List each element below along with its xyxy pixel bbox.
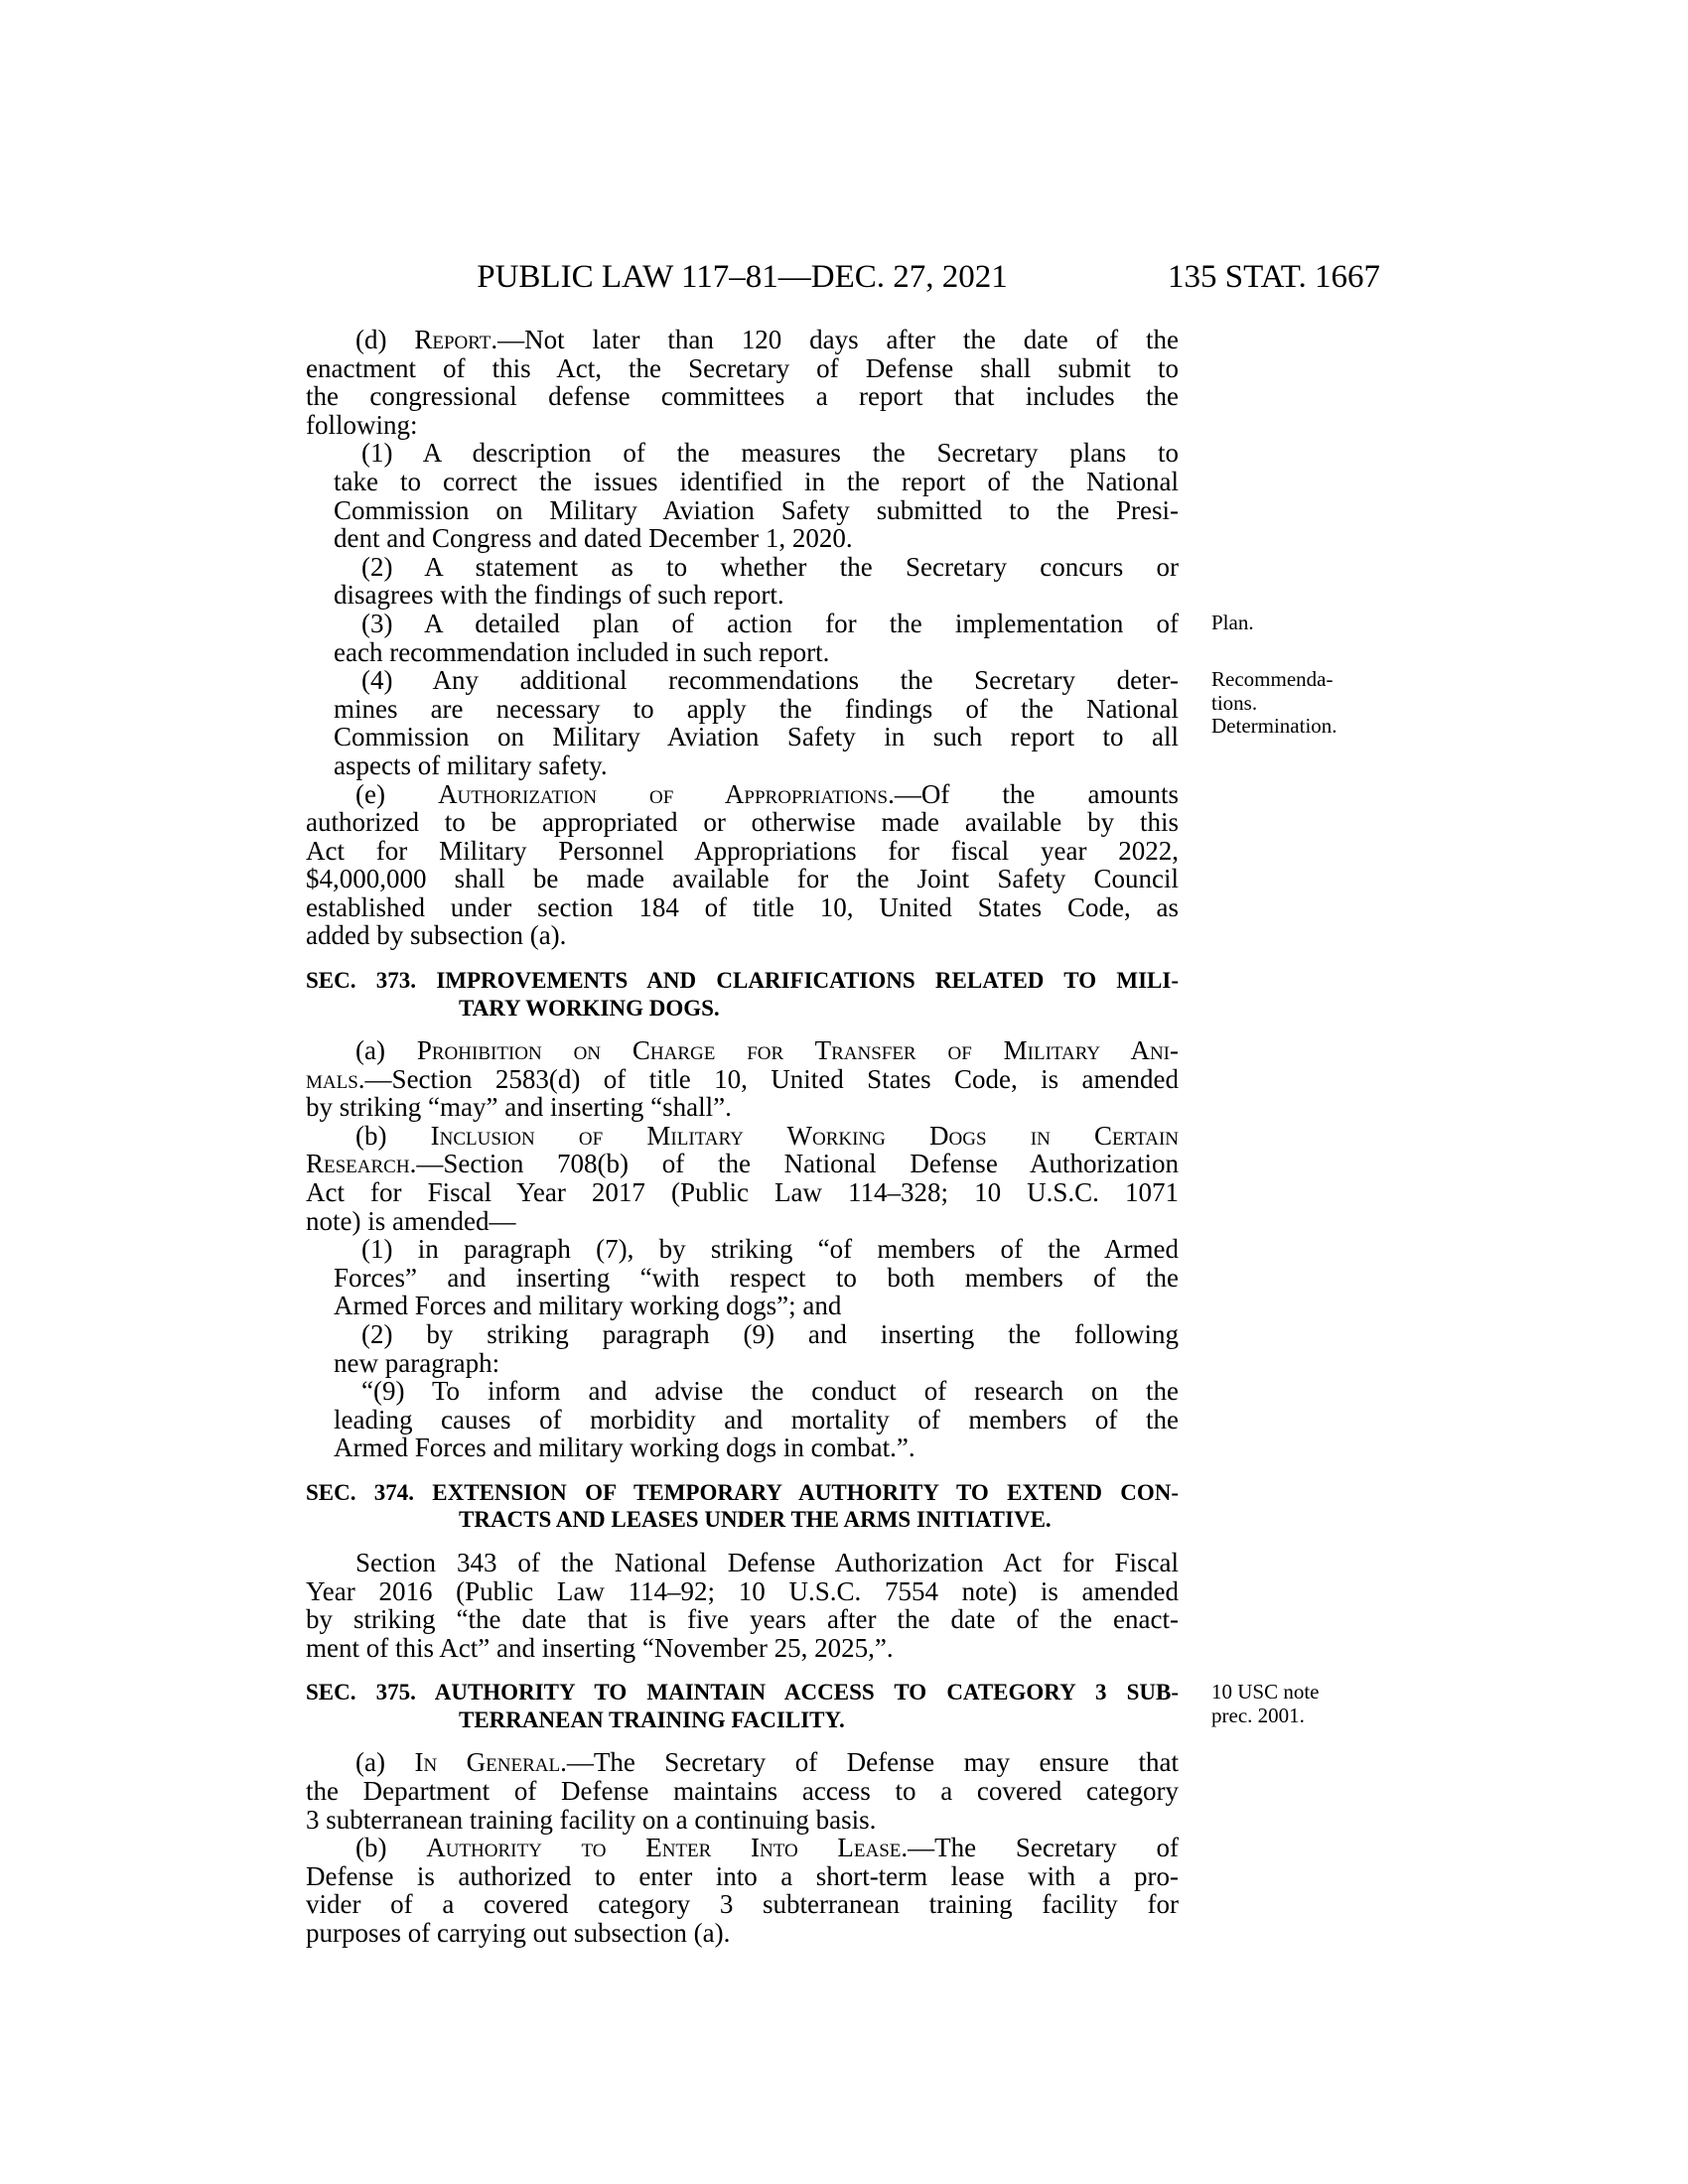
text-run: TARY WORKING DOGS. <box>459 995 720 1021</box>
text-line <box>306 354 1179 383</box>
text-line <box>334 666 1179 695</box>
text-run: added by subsection (a). <box>306 920 567 951</box>
text-line <box>306 382 1179 411</box>
text-line <box>306 1862 1179 1891</box>
text-line <box>334 1292 1179 1320</box>
text-line <box>306 1605 1179 1634</box>
para-373-b-1 <box>334 1235 1179 1320</box>
para-373-b-2 <box>334 1320 1179 1377</box>
text-line <box>334 1433 1179 1462</box>
text-run: .—Of the amounts <box>888 778 1179 809</box>
text-run: each recommendation included in such report. <box>334 636 830 667</box>
running-head: PUBLIC LAW 117–81—DEC. 27, 2021 <box>477 259 1008 295</box>
text-run: purposes of carrying out subsection (a). <box>306 1917 731 1948</box>
text-run: (b) <box>355 1120 431 1151</box>
para-375-b <box>306 1834 1179 1947</box>
text-line <box>306 967 1179 995</box>
text-run: Commission on Military Aviation Safety submitted to the Presi- <box>334 494 1179 525</box>
text-line <box>306 1634 1179 1663</box>
text-run: Commission on Military Aviation Safety in such report to all <box>334 722 1179 752</box>
text-run: Defense is authorized to enter into a short-term lease with a pro- <box>306 1860 1179 1891</box>
margin-note-line: tions. <box>1211 690 1258 715</box>
text-line <box>334 1264 1179 1293</box>
small-caps-run: Research <box>306 1149 410 1179</box>
text-line <box>334 751 1179 780</box>
small-caps-run: Inclusion of Military Working Dogs in Certain <box>430 1120 1179 1151</box>
margin-note <box>1211 612 1396 635</box>
text-line <box>306 1706 1179 1734</box>
text-line <box>306 1036 1179 1065</box>
text-run: TRACTS AND LEASES UNDER THE ARMS INITIATIVE. <box>459 1507 1052 1533</box>
stat-page-number: 135 STAT. 1667 <box>1167 259 1380 295</box>
text-run: SEC. 374. EXTENSION OF TEMPORARY AUTHORITY TO EXTEND CON- <box>306 1479 1179 1505</box>
text-line <box>306 326 1179 354</box>
text-run: (a) <box>355 1035 417 1066</box>
text-line <box>306 1178 1179 1207</box>
text-line <box>334 723 1179 751</box>
text-line <box>306 1150 1179 1178</box>
text-run: take to correct the issues identified in the report of the National <box>334 466 1179 496</box>
text-line <box>306 808 1179 837</box>
margin-note-line: prec. 2001. <box>1211 1703 1305 1727</box>
small-caps-run: In General <box>414 1747 561 1778</box>
para-373-b-9-quoted <box>334 1377 1179 1462</box>
para-d-2 <box>334 553 1179 610</box>
small-caps-run: Report <box>414 325 492 354</box>
text-line <box>306 1777 1179 1806</box>
text-run: (2) A statement as to whether the Secretary concurs or <box>361 551 1179 582</box>
text-run: Section 343 of the National Defense Authorization Act for Fiscal <box>355 1547 1179 1577</box>
margin-note-line: Plan. <box>1211 610 1254 634</box>
text-line <box>306 1748 1179 1777</box>
small-caps-run: Prohibition on Charge for Transfer of Military Ani- <box>416 1035 1180 1066</box>
text-line <box>306 1806 1179 1835</box>
text-line <box>334 439 1179 468</box>
text-line <box>334 581 1179 610</box>
text-run: the congressional defense committees a report that includes the <box>306 381 1179 412</box>
sec-373-heading <box>306 967 1179 1022</box>
text-run: Armed Forces and military working dogs”; and <box>334 1291 842 1321</box>
text-run: SEC. 373. IMPROVEMENTS AND CLARIFICATIONS RELATED TO MILI- <box>306 968 1179 994</box>
text-run: (4) Any additional recommendations the Secretary deter- <box>361 665 1179 696</box>
text-run: dent and Congress and dated December 1, 2020. <box>334 523 853 554</box>
text-line <box>306 1065 1179 1094</box>
text-line <box>306 921 1179 950</box>
para-d-3 <box>334 608 1254 667</box>
text-run: .—Section 2583(d) of title 10, United States Code, is amended <box>357 1063 1179 1094</box>
text-line <box>306 1549 1179 1577</box>
text-run: (2) by striking paragraph (9) and inserting the following <box>361 1319 1179 1349</box>
text-run: TERRANEAN TRAINING FACILITY. <box>459 1706 845 1732</box>
text-run: (d) <box>355 325 415 354</box>
margin-note-line: 10 USC note <box>1211 1680 1320 1705</box>
text-run: note) is amended— <box>306 1205 516 1236</box>
text-line <box>306 1479 1179 1507</box>
margin-note <box>1211 1681 1396 1727</box>
text-line <box>334 1406 1179 1434</box>
small-caps-run: Authority to Enter Into Lease <box>426 1833 902 1863</box>
text-run: ment of this Act” and inserting “November 25, 2025,”. <box>306 1632 894 1663</box>
text-run: .—The Secretary of Defense may ensure that <box>560 1747 1179 1778</box>
text-run: disagrees with the findings of such report. <box>334 580 784 611</box>
margin-note-line: Recommenda- <box>1211 667 1334 692</box>
text-run: .—Section 708(b) of the National Defense Authorization <box>409 1149 1179 1179</box>
text-run: Year 2016 (Public Law 114–92; 10 U.S.C. 7554 note) is amended <box>306 1575 1179 1606</box>
text-run: (1) in paragraph (7), by striking “of members of the Armed <box>361 1234 1179 1265</box>
text-run: new paragraph: <box>334 1347 500 1378</box>
text-line <box>334 610 1179 638</box>
text-line <box>306 995 1179 1023</box>
text-run: “(9) To inform and advise the conduct of research on the <box>361 1376 1179 1407</box>
text-line <box>306 411 1179 440</box>
text-line <box>334 1349 1179 1378</box>
text-run: Act for Fiscal Year 2017 (Public Law 114–328; 10 U.S.C. 1071 <box>306 1177 1179 1208</box>
text-line <box>306 1207 1179 1236</box>
text-run: the Department of Defense maintains access to a covered category <box>306 1775 1179 1806</box>
text-run: established under section 184 of title 10, United States Code, as <box>306 891 1179 922</box>
text-line <box>334 1320 1179 1349</box>
text-line <box>306 1834 1179 1862</box>
text-run: Act for Military Personnel Appropriations for fiscal year 2022, <box>306 835 1179 866</box>
text-run: (3) A detailed plan of action for the implementation of <box>361 608 1179 638</box>
text-run: authorized to be appropriated or otherwise made available by this <box>306 807 1179 838</box>
para-374-body <box>306 1549 1179 1662</box>
text-line <box>306 1577 1179 1606</box>
text-line <box>334 468 1179 496</box>
text-line <box>334 638 1179 667</box>
text-line <box>306 837 1179 866</box>
para-d-report <box>306 326 1179 439</box>
sec-374-heading <box>306 1479 1179 1534</box>
para-373-b <box>306 1122 1179 1235</box>
margin-note <box>1211 668 1396 739</box>
text-run: $4,000,000 shall be made available for the Joint Safety Council <box>306 864 1179 894</box>
text-line <box>334 496 1179 525</box>
text-run: enactment of this Act, the Secretary of Defense shall submit to <box>306 352 1179 383</box>
text-run: mines are necessary to apply the findings of the National <box>334 693 1179 724</box>
text-line <box>306 780 1179 809</box>
text-run: 3 subterranean training facility on a continuing basis. <box>306 1804 877 1835</box>
text-run: .—Not later than 120 days after the date of the <box>491 325 1179 354</box>
text-run: by striking “the date that is five years after the date of the enact- <box>306 1604 1179 1635</box>
text-line <box>306 1122 1179 1151</box>
content <box>306 325 1337 1948</box>
text-run: leading causes of morbidity and mortality of members of the <box>334 1404 1179 1434</box>
text-run: SEC. 375. AUTHORITY TO MAINTAIN ACCESS TO CATEGORY 3 SUB- <box>306 1680 1179 1706</box>
text-line <box>334 1235 1179 1264</box>
text-run: (a) <box>355 1747 415 1778</box>
text-line <box>334 1377 1179 1406</box>
text-line <box>334 695 1179 724</box>
para-375-a <box>306 1748 1179 1834</box>
text-run: vider of a covered category 3 subterranean training facility for <box>306 1889 1179 1920</box>
text-run: by striking “may” and inserting “shall”. <box>306 1092 732 1123</box>
text-line <box>306 893 1179 922</box>
text-line <box>306 1919 1179 1948</box>
para-d-4 <box>334 665 1337 780</box>
margin-note-line: Determination. <box>1211 714 1337 739</box>
text-line <box>306 865 1179 893</box>
para-d-1 <box>334 439 1179 552</box>
small-caps-run: Authorization of Appropriations <box>438 778 889 809</box>
para-e-authorization <box>306 780 1179 951</box>
text-run: Armed Forces and military working dogs in combat.”. <box>334 1433 915 1463</box>
small-caps-run: mals <box>306 1063 358 1094</box>
text-run: .—The Secretary of <box>901 1833 1179 1863</box>
text-line <box>306 1890 1179 1919</box>
text-line <box>306 1679 1179 1706</box>
text-run: (b) <box>355 1833 427 1863</box>
text-line <box>334 524 1179 553</box>
text-run: following: <box>306 409 418 440</box>
text-run: aspects of military safety. <box>334 750 608 780</box>
text-run: Forces” and inserting “with respect to both members of the <box>334 1262 1179 1293</box>
text-run: (e) <box>355 778 439 809</box>
text-line <box>306 1506 1179 1534</box>
text-run: (1) A description of the measures the Secretary plans to <box>361 438 1179 469</box>
text-line <box>334 553 1179 582</box>
text-line <box>306 1093 1179 1122</box>
para-373-a <box>306 1036 1179 1122</box>
sec-375-heading <box>306 1679 1320 1733</box>
